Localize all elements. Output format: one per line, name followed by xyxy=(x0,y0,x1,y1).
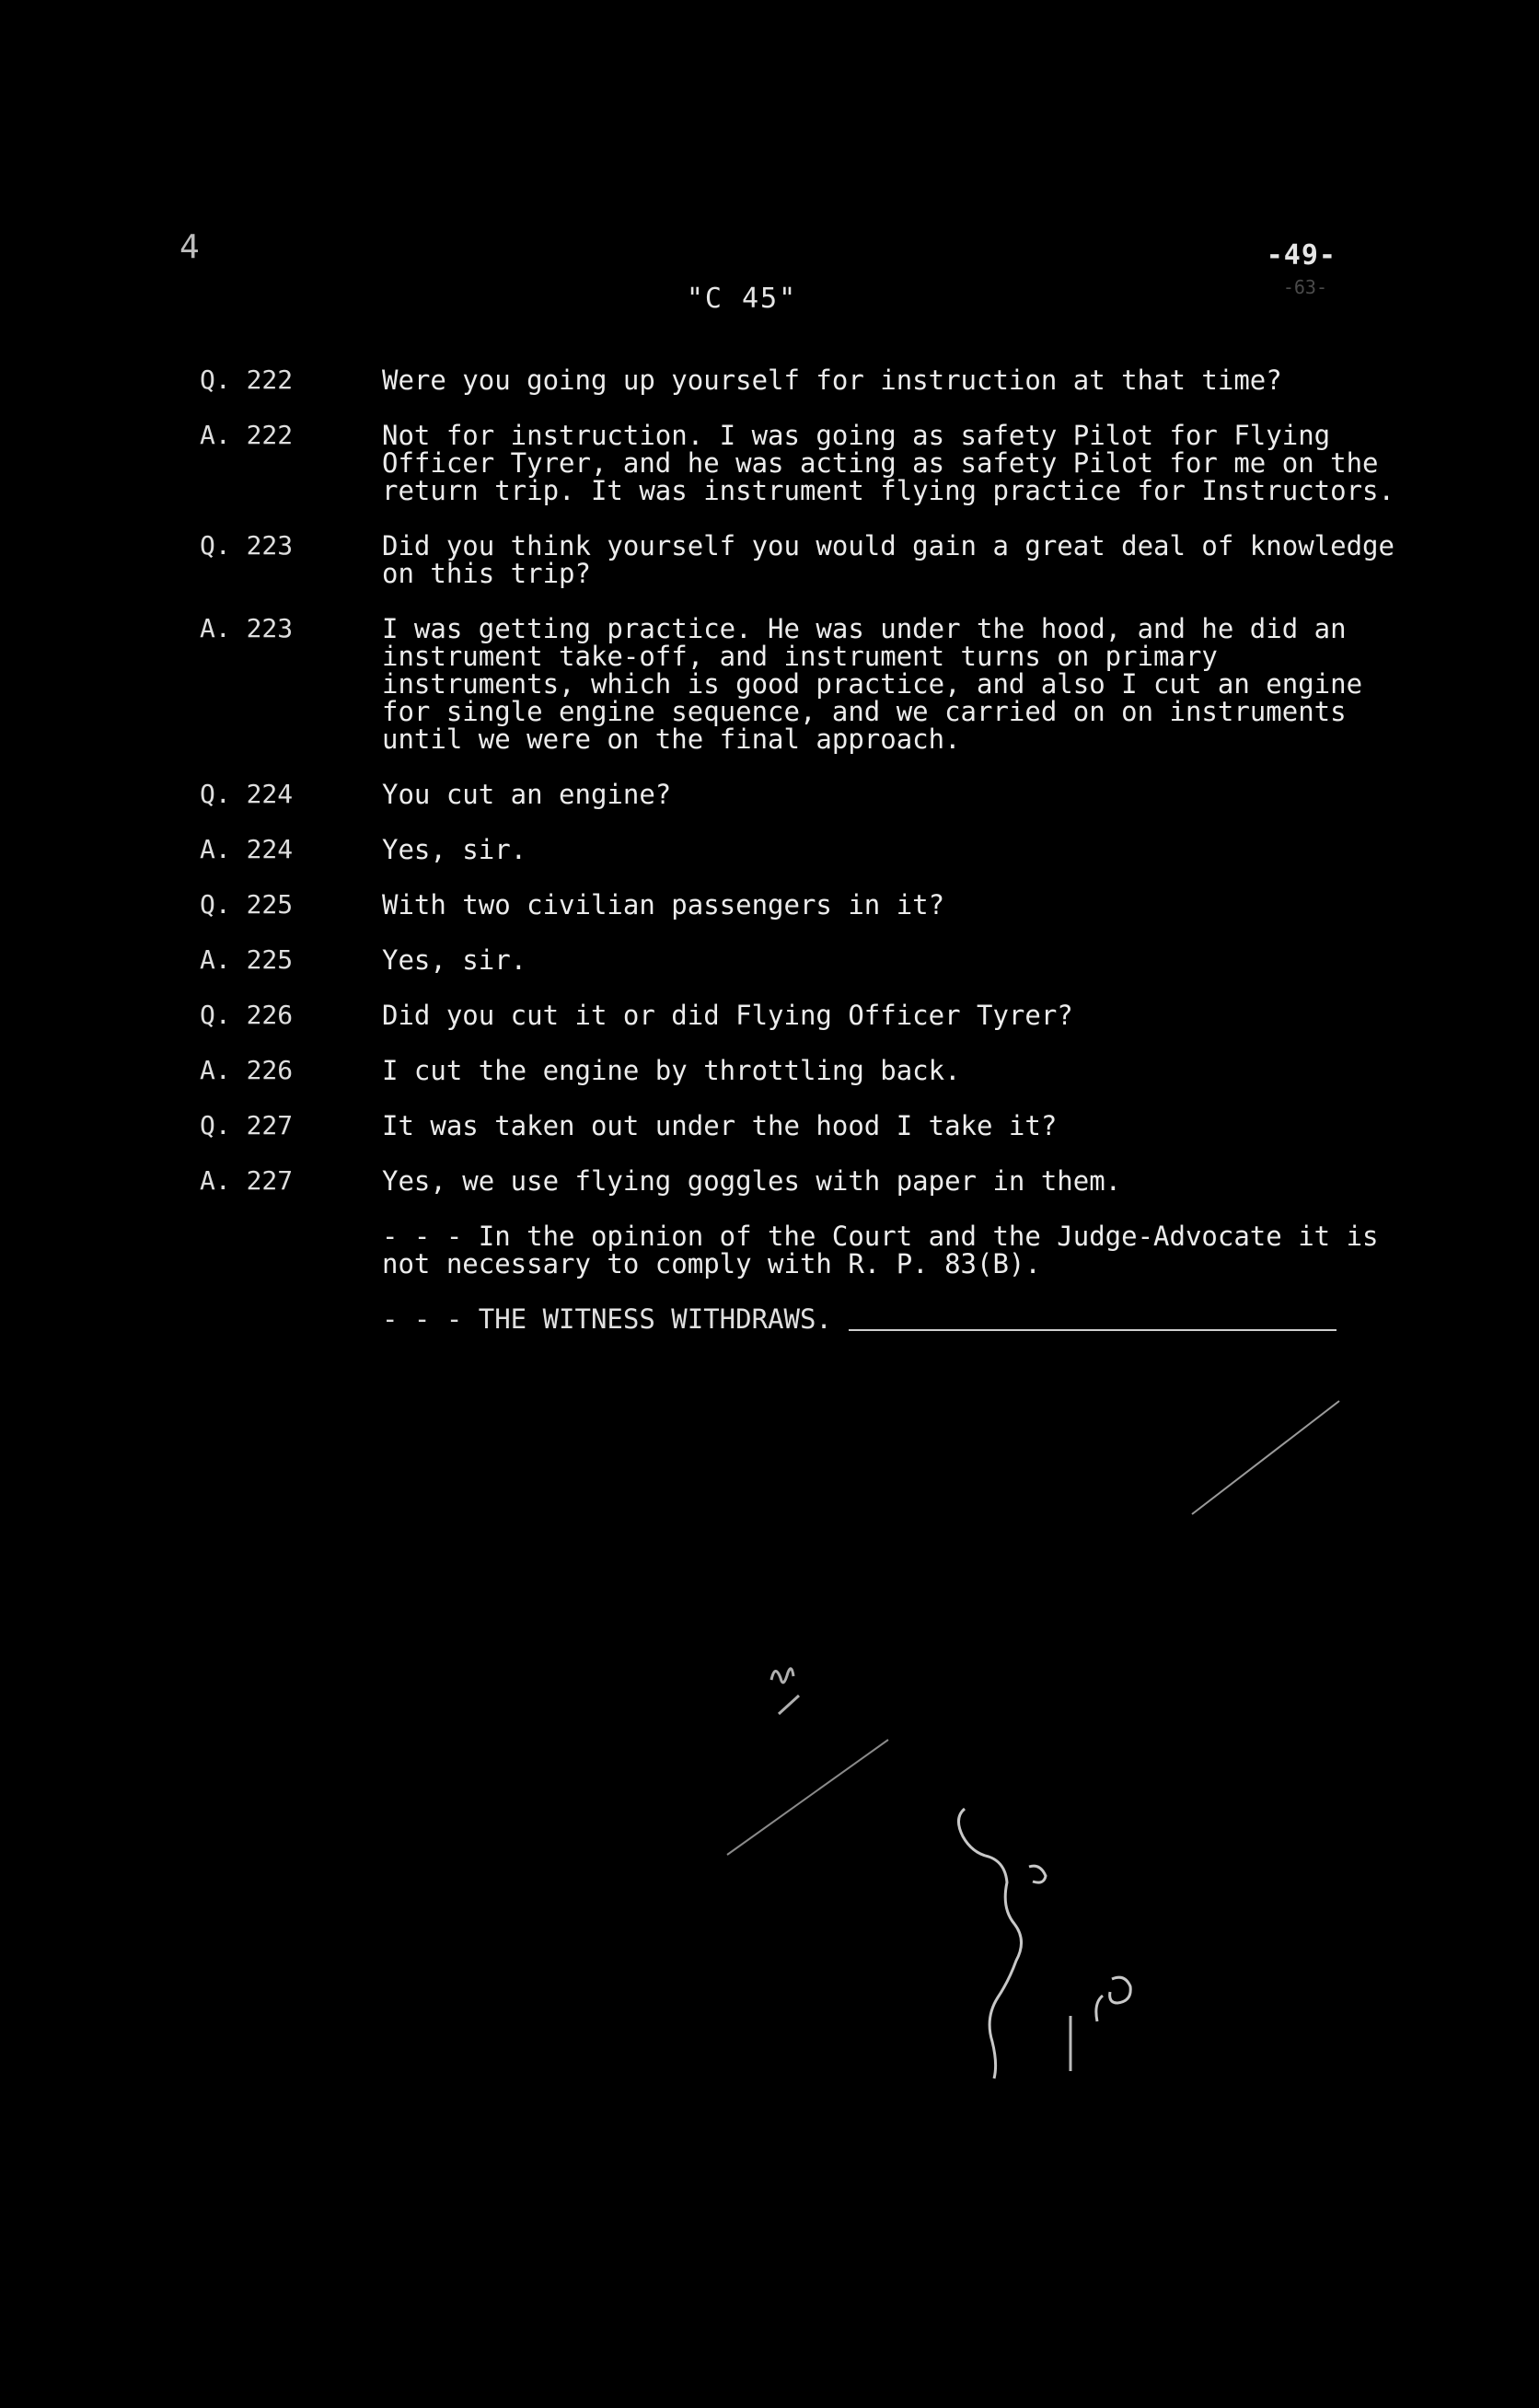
diagonal-stroke xyxy=(1192,1401,1339,1514)
entry-label: A. 226 xyxy=(200,1055,294,1085)
signature-flourish xyxy=(1096,1977,1130,2021)
entry-text: It was taken out under the hood I take it? xyxy=(382,1110,1058,1141)
court-opinion-note: - - - In the opinion of the Court and the Judge-Advocate it is not necessary to comply with R. P. 83(B). xyxy=(382,1221,1379,1279)
entry-text: Yes, sir. xyxy=(382,944,527,976)
entry-text: With two civilian passengers in it? xyxy=(382,889,945,920)
entry-label: Q. 225 xyxy=(200,889,294,920)
entry-text: Yes, we use flying goggles with paper in them. xyxy=(382,1165,1122,1197)
entry-label: Q. 227 xyxy=(200,1110,294,1140)
exhibit-label: "C 45" xyxy=(686,283,798,315)
faint-page-number: -63- xyxy=(1282,276,1327,298)
entry-text: Did you cut it or did Flying Officer Tyrer? xyxy=(382,1000,1073,1031)
entry-label: A. 223 xyxy=(200,613,294,643)
diagonal-stroke xyxy=(727,1740,888,1855)
entry-label: Q. 222 xyxy=(200,365,294,395)
entry-text: Yes, sir. xyxy=(382,834,527,865)
entry-label: Q. 223 xyxy=(200,530,294,561)
entry-text: I cut the engine by throttling back. xyxy=(382,1055,961,1086)
entry-text: Were you going up yourself for instruction at that time? xyxy=(382,365,1282,396)
handwritten-initials xyxy=(771,1669,799,1714)
entry-label: A. 224 xyxy=(200,834,294,864)
handwritten-signature xyxy=(958,1809,1021,2078)
entry-label: Q. 224 xyxy=(200,779,294,809)
signature-loop xyxy=(1029,1866,1046,1882)
witness-withdraws-text: - - - THE WITNESS WITHDRAWS. xyxy=(382,1303,832,1335)
entry-label: Q. 226 xyxy=(200,1000,294,1030)
entry-text: I was getting practice. He was under the hood, and he did an instrument take-off, and instrument turns on primary instruments, which is good practice, and also I cut an engine for single engine sequence, and we carried on on instruments until we were on the final approach. xyxy=(382,613,1363,755)
entry-text: You cut an engine? xyxy=(382,779,672,810)
entry-label: A. 222 xyxy=(200,420,294,450)
entry-text: Not for instruction. I was going as safety Pilot for Flying Officer Tyrer, and he was acting as safety Pilot for me on the return trip. It was instrument flying practice for Instructors. xyxy=(382,420,1394,506)
page-number: -49- xyxy=(1266,239,1336,272)
entry-text: Did you think yourself you would gain a great deal of knowledge on this trip? xyxy=(382,530,1394,589)
entry-label: A. 227 xyxy=(200,1165,294,1196)
entry-label: A. 225 xyxy=(200,944,294,975)
corner-handwritten-mark: 4 xyxy=(179,228,200,266)
